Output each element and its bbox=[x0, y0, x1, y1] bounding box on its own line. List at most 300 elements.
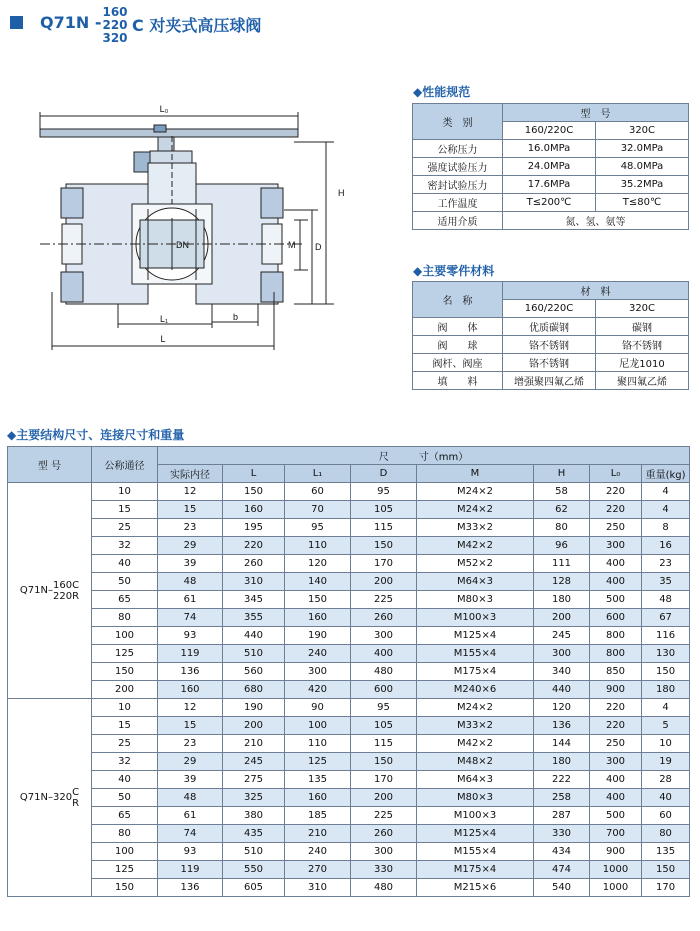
dim-cell: 93 bbox=[158, 627, 223, 645]
dimensions-table bbox=[7, 446, 690, 897]
table-row bbox=[8, 555, 690, 573]
title-model: Q71N - bbox=[40, 13, 102, 32]
title-variant-160: 160 bbox=[102, 5, 128, 19]
dim-cell: 245 bbox=[223, 753, 285, 771]
dims-col-header: L₀ bbox=[590, 465, 642, 483]
dim-cell: 16 bbox=[642, 537, 690, 555]
dim-cell: M125×4 bbox=[417, 627, 534, 645]
dim-cell: 110 bbox=[285, 537, 351, 555]
dim-cell: M24×2 bbox=[417, 483, 534, 501]
dims-header-dn: 公称通径 bbox=[92, 447, 158, 483]
materials-table bbox=[412, 281, 689, 390]
dn-cell: 100 bbox=[92, 843, 158, 861]
mat-row-label: 阀 球 bbox=[413, 336, 503, 354]
dim-cell: 800 bbox=[590, 627, 642, 645]
dim-cell: 480 bbox=[351, 663, 417, 681]
dim-cell: 245 bbox=[534, 627, 590, 645]
dim-cell: 160 bbox=[158, 681, 223, 699]
dim-cell: 120 bbox=[285, 555, 351, 573]
dim-cell: 850 bbox=[590, 663, 642, 681]
dim-cell: 330 bbox=[534, 825, 590, 843]
dim-cell: 74 bbox=[158, 609, 223, 627]
mat-col-320c: 320C bbox=[596, 300, 689, 318]
dim-cell: 510 bbox=[223, 843, 285, 861]
dim-cell: 128 bbox=[534, 573, 590, 591]
dim-cell: 225 bbox=[351, 807, 417, 825]
section-materials: ◆主要零件材料 bbox=[413, 264, 495, 278]
dims-col-header: L bbox=[223, 465, 285, 483]
dn-cell: 65 bbox=[92, 807, 158, 825]
model-variant: C bbox=[72, 786, 80, 798]
label-b: b bbox=[233, 312, 239, 322]
dn-cell: 40 bbox=[92, 771, 158, 789]
dim-cell: 900 bbox=[590, 681, 642, 699]
table-row bbox=[8, 573, 690, 591]
dim-cell: 74 bbox=[158, 825, 223, 843]
dims-col-header: H bbox=[534, 465, 590, 483]
dim-cell: 61 bbox=[158, 807, 223, 825]
dim-cell: 550 bbox=[223, 861, 285, 879]
table-row bbox=[8, 771, 690, 789]
dim-cell: 420 bbox=[285, 681, 351, 699]
model-prefix: Q71N– bbox=[19, 585, 53, 596]
perf-row-label: 密封试验压力 bbox=[413, 176, 503, 194]
perf-row bbox=[413, 194, 689, 212]
dim-cell: 300 bbox=[590, 753, 642, 771]
dn-cell: 150 bbox=[92, 879, 158, 897]
mat-header-material: 材 料 bbox=[503, 282, 689, 300]
table-row bbox=[8, 483, 690, 501]
dim-cell: M155×4 bbox=[417, 843, 534, 861]
perf-row-value: T≤80℃ bbox=[596, 194, 689, 212]
table-row bbox=[8, 699, 690, 717]
perf-row bbox=[413, 176, 689, 194]
dim-cell: 222 bbox=[534, 771, 590, 789]
title-model-variants bbox=[100, 6, 130, 45]
dn-cell: 25 bbox=[92, 519, 158, 537]
dim-cell: 200 bbox=[534, 609, 590, 627]
dim-cell: 119 bbox=[158, 861, 223, 879]
dim-cell: 300 bbox=[590, 537, 642, 555]
perf-row-value: 32.0MPa bbox=[596, 140, 689, 158]
dim-cell: 39 bbox=[158, 555, 223, 573]
label-L0: L₀ bbox=[159, 104, 169, 114]
dim-cell: 680 bbox=[223, 681, 285, 699]
dim-cell: 140 bbox=[285, 573, 351, 591]
dim-cell: 160 bbox=[285, 789, 351, 807]
dim-cell: 325 bbox=[223, 789, 285, 807]
perf-row-label: 强度试验压力 bbox=[413, 158, 503, 176]
perf-header-model: 型 号 bbox=[503, 104, 689, 122]
dim-cell: 380 bbox=[223, 807, 285, 825]
mat-row bbox=[413, 336, 689, 354]
dim-cell: 62 bbox=[534, 501, 590, 519]
label-DN: DN bbox=[176, 240, 189, 250]
dim-cell: 116 bbox=[642, 627, 690, 645]
dim-cell: 19 bbox=[642, 753, 690, 771]
dim-cell: 1000 bbox=[590, 861, 642, 879]
dim-cell: 125 bbox=[285, 753, 351, 771]
table-row bbox=[8, 627, 690, 645]
table-row bbox=[8, 825, 690, 843]
dim-cell: M24×2 bbox=[417, 501, 534, 519]
dim-cell: 180 bbox=[642, 681, 690, 699]
dim-cell: 270 bbox=[285, 861, 351, 879]
dim-cell: 400 bbox=[590, 789, 642, 807]
dim-cell: 136 bbox=[158, 879, 223, 897]
perf-medium-value: 氮、氢、氨等 bbox=[503, 212, 689, 230]
dim-cell: 29 bbox=[158, 753, 223, 771]
mat-header-name: 名 称 bbox=[413, 282, 503, 318]
label-H: H bbox=[338, 188, 345, 198]
dim-cell: 220 bbox=[590, 699, 642, 717]
dim-cell: 345 bbox=[223, 591, 285, 609]
dim-cell: M175×4 bbox=[417, 663, 534, 681]
dim-cell: 440 bbox=[223, 627, 285, 645]
valve-drawing bbox=[36, 92, 358, 354]
dim-cell: 900 bbox=[590, 843, 642, 861]
dim-cell: 400 bbox=[590, 573, 642, 591]
dim-cell: 240 bbox=[285, 645, 351, 663]
dim-cell: 29 bbox=[158, 537, 223, 555]
dim-cell: 115 bbox=[351, 735, 417, 753]
dim-cell: M100×3 bbox=[417, 807, 534, 825]
table-row bbox=[8, 735, 690, 753]
dim-cell: M80×3 bbox=[417, 591, 534, 609]
dn-cell: 25 bbox=[92, 735, 158, 753]
dim-cell: 95 bbox=[285, 519, 351, 537]
dn-cell: 40 bbox=[92, 555, 158, 573]
dim-cell: 70 bbox=[285, 501, 351, 519]
dim-cell: 287 bbox=[534, 807, 590, 825]
dim-cell: 93 bbox=[158, 843, 223, 861]
dim-cell: 258 bbox=[534, 789, 590, 807]
dim-cell: 136 bbox=[534, 717, 590, 735]
dim-cell: 120 bbox=[534, 699, 590, 717]
model-variant: 220R bbox=[53, 590, 80, 602]
dim-cell: 200 bbox=[351, 789, 417, 807]
dn-cell: 15 bbox=[92, 717, 158, 735]
dim-cell: 310 bbox=[223, 573, 285, 591]
mat-row-label: 阀 体 bbox=[413, 318, 503, 336]
dim-cell: 35 bbox=[642, 573, 690, 591]
title-square-icon bbox=[10, 16, 23, 29]
dim-cell: 500 bbox=[590, 591, 642, 609]
table-row bbox=[8, 879, 690, 897]
table-row bbox=[8, 843, 690, 861]
dim-cell: 130 bbox=[642, 645, 690, 663]
dim-cell: 61 bbox=[158, 591, 223, 609]
dim-cell: 144 bbox=[534, 735, 590, 753]
dims-col-header: M bbox=[417, 465, 534, 483]
table-row bbox=[8, 609, 690, 627]
title-variant-320: 320 bbox=[102, 31, 128, 45]
dim-cell: M24×2 bbox=[417, 699, 534, 717]
dim-cell: 310 bbox=[285, 879, 351, 897]
dim-cell: 180 bbox=[534, 591, 590, 609]
model-variants bbox=[53, 580, 79, 602]
dim-cell: 10 bbox=[642, 735, 690, 753]
dim-cell: 160 bbox=[223, 501, 285, 519]
dn-cell: 125 bbox=[92, 861, 158, 879]
model-group-cell bbox=[8, 483, 92, 699]
title-suffix: C 对夹式高压球阀 bbox=[132, 16, 262, 35]
dim-cell: 480 bbox=[351, 879, 417, 897]
dim-cell: M175×4 bbox=[417, 861, 534, 879]
dim-cell: 210 bbox=[285, 825, 351, 843]
perf-row bbox=[413, 212, 689, 230]
model-variant: 160C bbox=[53, 579, 80, 591]
dn-cell: 100 bbox=[92, 627, 158, 645]
dims-header-size: 尺 寸（mm） bbox=[158, 447, 690, 465]
mat-row bbox=[413, 318, 689, 336]
dim-cell: 170 bbox=[642, 879, 690, 897]
table-row bbox=[8, 789, 690, 807]
table-row bbox=[8, 591, 690, 609]
dim-cell: 195 bbox=[223, 519, 285, 537]
dim-cell: 8 bbox=[642, 519, 690, 537]
dim-cell: 67 bbox=[642, 609, 690, 627]
table-row bbox=[8, 807, 690, 825]
section-dimensions: ◆主要结构尺寸、连接尺寸和重量 bbox=[7, 428, 185, 442]
dim-cell: 150 bbox=[642, 663, 690, 681]
dim-cell: 800 bbox=[590, 645, 642, 663]
label-M: M bbox=[288, 240, 296, 250]
dim-cell: 605 bbox=[223, 879, 285, 897]
table-row bbox=[8, 537, 690, 555]
perf-row-value: 16.0MPa bbox=[503, 140, 596, 158]
dim-cell: 434 bbox=[534, 843, 590, 861]
dim-cell: 23 bbox=[158, 735, 223, 753]
dim-cell: 1000 bbox=[590, 879, 642, 897]
dn-cell: 150 bbox=[92, 663, 158, 681]
dim-cell: 4 bbox=[642, 501, 690, 519]
dim-cell: 4 bbox=[642, 699, 690, 717]
dn-cell: 50 bbox=[92, 573, 158, 591]
perf-medium-label: 适用介质 bbox=[413, 212, 503, 230]
dim-cell: 90 bbox=[285, 699, 351, 717]
dim-cell: 105 bbox=[351, 501, 417, 519]
table-row bbox=[8, 753, 690, 771]
dim-cell: 135 bbox=[285, 771, 351, 789]
dim-cell: M155×4 bbox=[417, 645, 534, 663]
dn-cell: 65 bbox=[92, 591, 158, 609]
dim-cell: 220 bbox=[590, 717, 642, 735]
perf-row-value: T≤200℃ bbox=[503, 194, 596, 212]
mat-row bbox=[413, 372, 689, 390]
dim-cell: 600 bbox=[351, 681, 417, 699]
dim-cell: 96 bbox=[534, 537, 590, 555]
dim-cell: 300 bbox=[351, 843, 417, 861]
dim-cell: 300 bbox=[534, 645, 590, 663]
dim-cell: M215×6 bbox=[417, 879, 534, 897]
dim-cell: 58 bbox=[534, 483, 590, 501]
perf-row bbox=[413, 140, 689, 158]
model-prefix: Q71N–320 bbox=[19, 792, 73, 803]
dim-cell: 275 bbox=[223, 771, 285, 789]
dim-cell: 136 bbox=[158, 663, 223, 681]
dim-cell: 540 bbox=[534, 879, 590, 897]
dim-cell: M33×2 bbox=[417, 717, 534, 735]
table-row bbox=[8, 717, 690, 735]
table-row bbox=[8, 501, 690, 519]
dim-cell: 95 bbox=[351, 483, 417, 501]
dim-cell: 210 bbox=[223, 735, 285, 753]
dim-cell: 48 bbox=[158, 573, 223, 591]
dims-col-header: 重量(kg) bbox=[642, 465, 690, 483]
dims-col-header: L₁ bbox=[285, 465, 351, 483]
dim-cell: M125×4 bbox=[417, 825, 534, 843]
mat-row bbox=[413, 354, 689, 372]
dim-cell: 60 bbox=[285, 483, 351, 501]
dim-cell: 119 bbox=[158, 645, 223, 663]
dim-cell: M42×2 bbox=[417, 735, 534, 753]
dim-cell: 300 bbox=[351, 627, 417, 645]
dim-cell: 80 bbox=[642, 825, 690, 843]
dim-cell: 150 bbox=[223, 483, 285, 501]
table-row bbox=[8, 645, 690, 663]
perf-col-320c: 320C bbox=[596, 122, 689, 140]
dims-col-header: 实际内径 bbox=[158, 465, 223, 483]
dim-cell: 300 bbox=[285, 663, 351, 681]
dim-cell: 220 bbox=[223, 537, 285, 555]
dim-cell: M80×3 bbox=[417, 789, 534, 807]
dim-cell: 355 bbox=[223, 609, 285, 627]
dim-cell: 48 bbox=[158, 789, 223, 807]
dim-cell: 240 bbox=[285, 843, 351, 861]
model-variants bbox=[72, 787, 79, 809]
dn-cell: 32 bbox=[92, 753, 158, 771]
dim-cell: 110 bbox=[285, 735, 351, 753]
dim-cell: 260 bbox=[351, 609, 417, 627]
dim-cell: 39 bbox=[158, 771, 223, 789]
mat-row-value: 铬不锈钢 bbox=[503, 336, 596, 354]
dim-cell: 23 bbox=[158, 519, 223, 537]
perf-row-label: 工作温度 bbox=[413, 194, 503, 212]
dims-header-model: 型 号 bbox=[8, 447, 92, 483]
perf-col-160-220c: 160/220C bbox=[503, 122, 596, 140]
dim-cell: 80 bbox=[534, 519, 590, 537]
dn-cell: 10 bbox=[92, 699, 158, 717]
dim-cell: 200 bbox=[351, 573, 417, 591]
dim-cell: 400 bbox=[351, 645, 417, 663]
dim-cell: 115 bbox=[351, 519, 417, 537]
dim-cell: 100 bbox=[285, 717, 351, 735]
mat-row-value: 增强聚四氟乙烯 bbox=[503, 372, 596, 390]
dim-cell: 600 bbox=[590, 609, 642, 627]
dim-cell: 435 bbox=[223, 825, 285, 843]
perf-row-value: 17.6MPa bbox=[503, 176, 596, 194]
dim-cell: 190 bbox=[285, 627, 351, 645]
mat-col-160-220c: 160/220C bbox=[503, 300, 596, 318]
dim-cell: 250 bbox=[590, 735, 642, 753]
dim-cell: 260 bbox=[351, 825, 417, 843]
model-label bbox=[20, 580, 79, 602]
model-variant: R bbox=[72, 797, 80, 809]
mat-row-label: 填 料 bbox=[413, 372, 503, 390]
dim-cell: 28 bbox=[642, 771, 690, 789]
dim-cell: 12 bbox=[158, 699, 223, 717]
dn-cell: 125 bbox=[92, 645, 158, 663]
mat-row-value: 优质碳钢 bbox=[503, 318, 596, 336]
dim-cell: 170 bbox=[351, 771, 417, 789]
perf-row-label: 公称压力 bbox=[413, 140, 503, 158]
label-D: D bbox=[315, 242, 322, 252]
title-variant-220: 220 bbox=[102, 18, 128, 32]
section-performance: ◆性能规范 bbox=[413, 85, 471, 99]
dim-cell: 15 bbox=[158, 501, 223, 519]
performance-table bbox=[412, 103, 689, 230]
dim-cell: M64×3 bbox=[417, 573, 534, 591]
dim-cell: 23 bbox=[642, 555, 690, 573]
dim-cell: M100×3 bbox=[417, 609, 534, 627]
dn-cell: 15 bbox=[92, 501, 158, 519]
dim-cell: 510 bbox=[223, 645, 285, 663]
dim-cell: 180 bbox=[534, 753, 590, 771]
dim-cell: 440 bbox=[534, 681, 590, 699]
dim-cell: M64×3 bbox=[417, 771, 534, 789]
dim-cell: 12 bbox=[158, 483, 223, 501]
mat-row-value: 聚四氟乙烯 bbox=[596, 372, 689, 390]
model-group-cell bbox=[8, 699, 92, 897]
dim-cell: 340 bbox=[534, 663, 590, 681]
dim-cell: 40 bbox=[642, 789, 690, 807]
dim-cell: 135 bbox=[642, 843, 690, 861]
dn-cell: 10 bbox=[92, 483, 158, 501]
dn-cell: 32 bbox=[92, 537, 158, 555]
model-label bbox=[20, 787, 79, 809]
dim-cell: M33×2 bbox=[417, 519, 534, 537]
table-row bbox=[8, 663, 690, 681]
dim-cell: 250 bbox=[590, 519, 642, 537]
dim-cell: 220 bbox=[590, 501, 642, 519]
dn-cell: 80 bbox=[92, 609, 158, 627]
dn-cell: 200 bbox=[92, 681, 158, 699]
mat-row-value: 尼龙1010 bbox=[596, 354, 689, 372]
dim-cell: 5 bbox=[642, 717, 690, 735]
mat-row-value: 铬不锈钢 bbox=[503, 354, 596, 372]
dn-cell: 80 bbox=[92, 825, 158, 843]
dim-cell: 190 bbox=[223, 699, 285, 717]
label-L1: L₁ bbox=[159, 314, 169, 324]
dim-cell: M240×6 bbox=[417, 681, 534, 699]
dim-cell: 150 bbox=[351, 753, 417, 771]
dim-cell: M48×2 bbox=[417, 753, 534, 771]
dim-cell: 185 bbox=[285, 807, 351, 825]
perf-row-value: 35.2MPa bbox=[596, 176, 689, 194]
dim-cell: M42×2 bbox=[417, 537, 534, 555]
dim-cell: 111 bbox=[534, 555, 590, 573]
mat-row-value: 碳钢 bbox=[596, 318, 689, 336]
dn-cell: 50 bbox=[92, 789, 158, 807]
perf-row-value: 24.0MPa bbox=[503, 158, 596, 176]
perf-header-category: 类 别 bbox=[413, 104, 503, 140]
dim-cell: 400 bbox=[590, 555, 642, 573]
dim-cell: 225 bbox=[351, 591, 417, 609]
dim-cell: 330 bbox=[351, 861, 417, 879]
dims-col-header: D bbox=[351, 465, 417, 483]
table-row bbox=[8, 861, 690, 879]
dim-cell: 170 bbox=[351, 555, 417, 573]
dim-cell: 200 bbox=[223, 717, 285, 735]
dim-cell: 160 bbox=[285, 609, 351, 627]
dim-cell: 150 bbox=[285, 591, 351, 609]
dim-cell: M52×2 bbox=[417, 555, 534, 573]
dim-cell: 105 bbox=[351, 717, 417, 735]
dim-cell: 4 bbox=[642, 483, 690, 501]
dim-cell: 15 bbox=[158, 717, 223, 735]
dim-cell: 500 bbox=[590, 807, 642, 825]
